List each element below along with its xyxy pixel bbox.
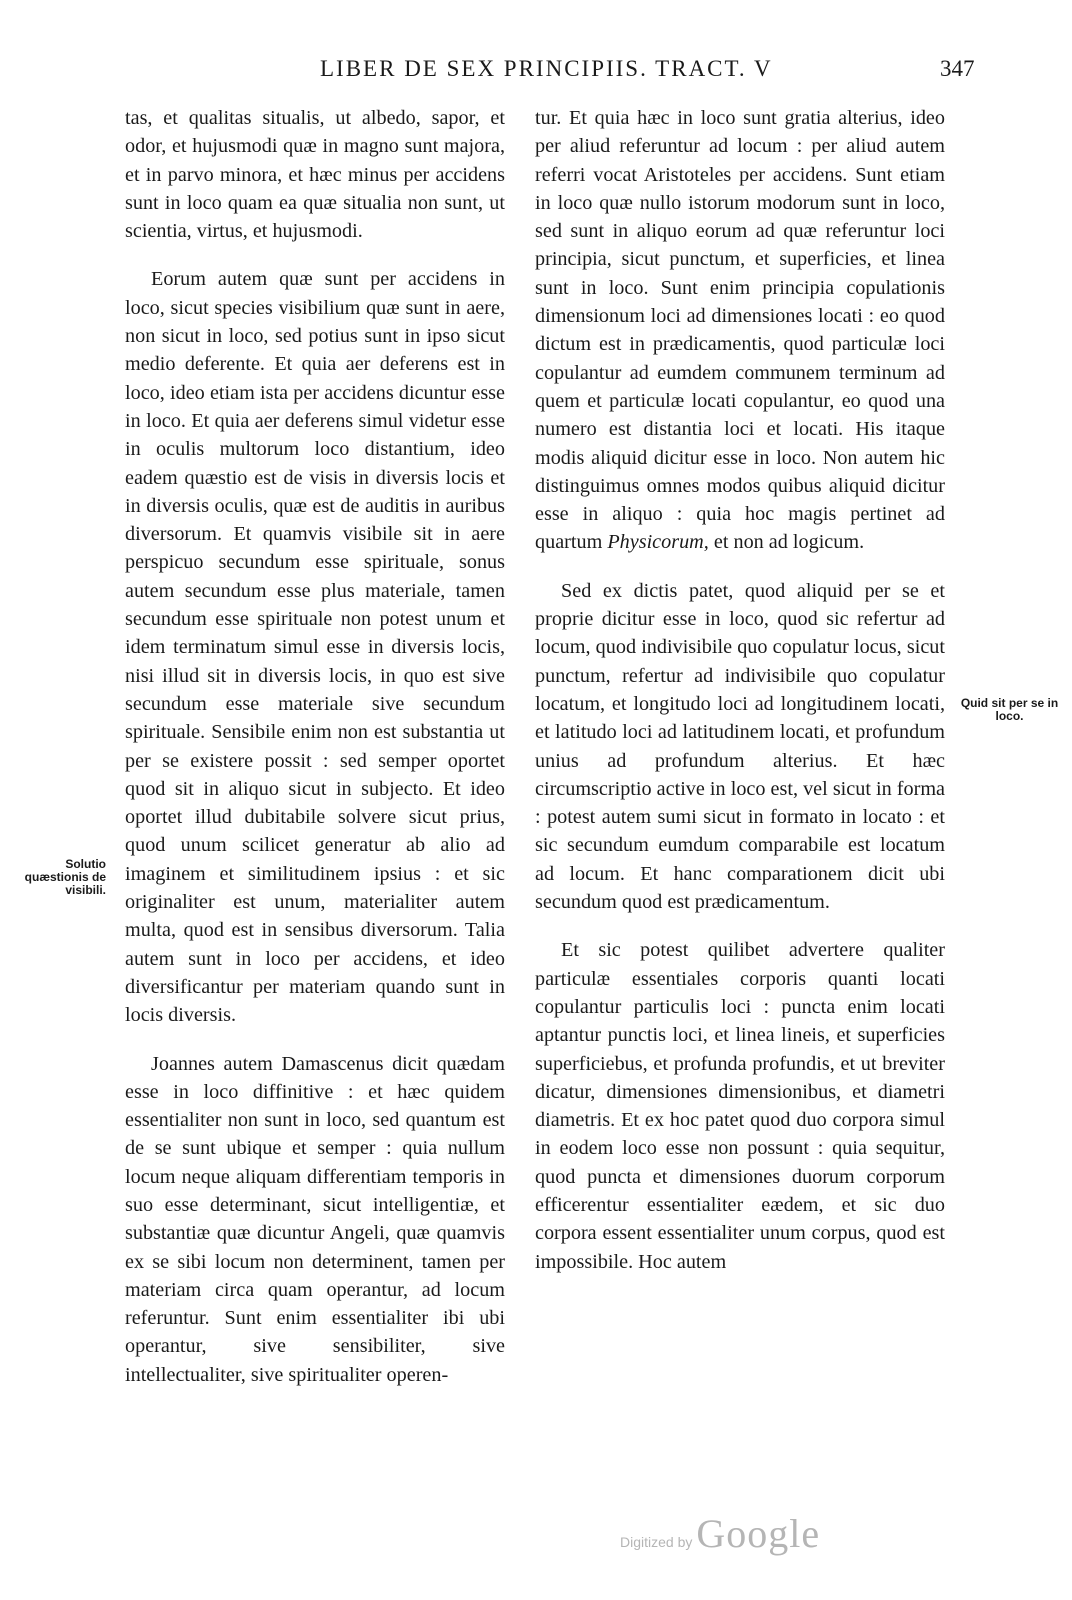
paragraph: tas, et qualitas situalis, ut albedo, sapor, et odor, et hujusmodi quæ in magno sunt majora, et in parvo minora, et hæc minus per accidens sunt in loco quam ea quæ situalia non sunt, ut scientia, virtus, et hujusmodi.	[125, 107, 505, 243]
paragraph: Sed ex dictis patet, quod aliquid per se et proprie dicitur esse in loco, quod sic refertur ad locum, quod indivisibile quo copulatur locus, sicut punctum, refertur ad indivisibile quo copulatur locatum, et longitudo loci ad longitudinem locati, et latitudo loci ad latitudinem locati, et profundum unius ad profundum alterius. Et hæc circumscriptio active in loco est, vel sicut in forma : potest autem sumi sicut in formato in locato : et sic secundum eumdum comparabile est locatum ad locum. Et hanc comparationem dicit ubi secundum quod est prædicamentum.	[535, 579, 945, 914]
paragraph: Et sic potest quilibet advertere qualiter particulæ essentiales corporis quanti locati copulantur particulis loci : puncta enim locati aptantur punctis loci, et linea lineis, et superficies superficiebus, et profunda profundis, et ut breviter dicatur, dimensiones dimensionibus, et diametri diametris. Et ex hoc patet quod duo corpora simul in eodem loco esse non possunt : quia sequitur, quod puncta et dimensiones duorum corporum efficerentur essentialiter eædem, et sic duo corpora essent essentialiter unum corpus, quod est impossibile. Hoc autem	[535, 939, 945, 1273]
paragraph-text: tur. Et quia hæc in loco sunt gratia alterius, ideo per aliud referuntur ad locum : per aliud autem referri vocat Aristoteles per accidens. Sunt etiam in loco quæ nullo istorum modorum sunt in loco, sed sunt in aliquo eorum ad quæ referuntur loci principia, sicut punctum, et superficies, et linea sunt in loco. Sunt enim principia copulationis dimensionum loci ad dimensiones locati : eo quod dictum est in prædicamentis, quod particulæ loci copulantur ad eumdem communem terminum ad quem et particulæ locati copulantur, eo quod una numero est distantia loci et locati. His itaque modis aliquid dicitur esse in loco. Non autem hic distinguimus omnes modos quibus aliquid dicitur esse in aliquo : quia hoc magis pertinet ad quartum	[535, 107, 945, 554]
margin-note-right: Quid sit per se in loco.	[960, 696, 1059, 723]
running-title: LIBER DE SEX PRINCIPIIS. TRACT. V	[320, 56, 773, 81]
paragraph: Eorum autem quæ sunt per accidens in loco, sicut species visibilium quæ sunt in aere, non sicut in loco, sed potius sunt in ipso sicut medio deferente. Et quia aer deferens est in loco, ideo etiam ista per accidens dicuntur esse in loco. Et quia aer deferens simul videtur esse in oculis multorum loco distantium, ideo eadem quæstio est de visis in diversis locis et in diversis oculis, quæ est de auditis in auribus diversorum. Et quamvis visibile sit in aere perspicuo secundum esse spirituale, sonus autem secundum esse plus materiale, tamen secundum esse spirituale non potest unum et idem terminatum simul esse in diversis locis, nisi illud sit in diversis locis, in quo est sive secundum esse materiale sive secundum spirituale. Sensibile enim non est substantia ut per se existere possit : sed semper oportet quod sit in aliquo sicut in subjecto. Et ideo oportet illud dubitabile solvere sicut prius, quod unum scilicet generatur ab alio ad imaginem et similitudinem ipsius : et sic originaliter est unum, materialiter autem multa, quod est in sensibus diversorum. Talia autem sunt in loco per accidens, et ideo diversificantur per materiam quando sunt in locis diversis.	[125, 268, 505, 1027]
book-title-italic: Physicorum,	[607, 531, 709, 554]
paragraph-text: et non ad logicum.	[708, 531, 865, 554]
paragraph: Joannes autem Damascenus dicit quædam esse in loco diffinitive : et hæc quidem essentialiter non sunt in loco, sed quantum est de se sunt ubique et semper : quia nullum locum neque aliquam differentiam temporis in suo esse determinant, sicut intelligentiæ, et substantiæ quæ dicuntur Angeli, quæ quamvis ex se sibi locum non determinent, tamen per materiam circa quam operantur, ad locum referuntur. Sunt enim essentialiter ibi ubi operantur, sive sensibiliter, sive intellectualiter, sive spiritualiter operen-	[125, 1052, 505, 1386]
digitized-by-label: Digitized by	[620, 1534, 693, 1550]
right-column	[535, 104, 945, 1296]
margin-note-left: Solutio quæstionis de visibili.	[24, 857, 106, 897]
digitized-footer	[620, 1510, 920, 1560]
paragraph	[535, 104, 945, 557]
left-column	[125, 104, 505, 1409]
google-logo: Google	[696, 1511, 821, 1556]
page-number: 347	[940, 56, 975, 81]
page-header	[0, 56, 1072, 86]
